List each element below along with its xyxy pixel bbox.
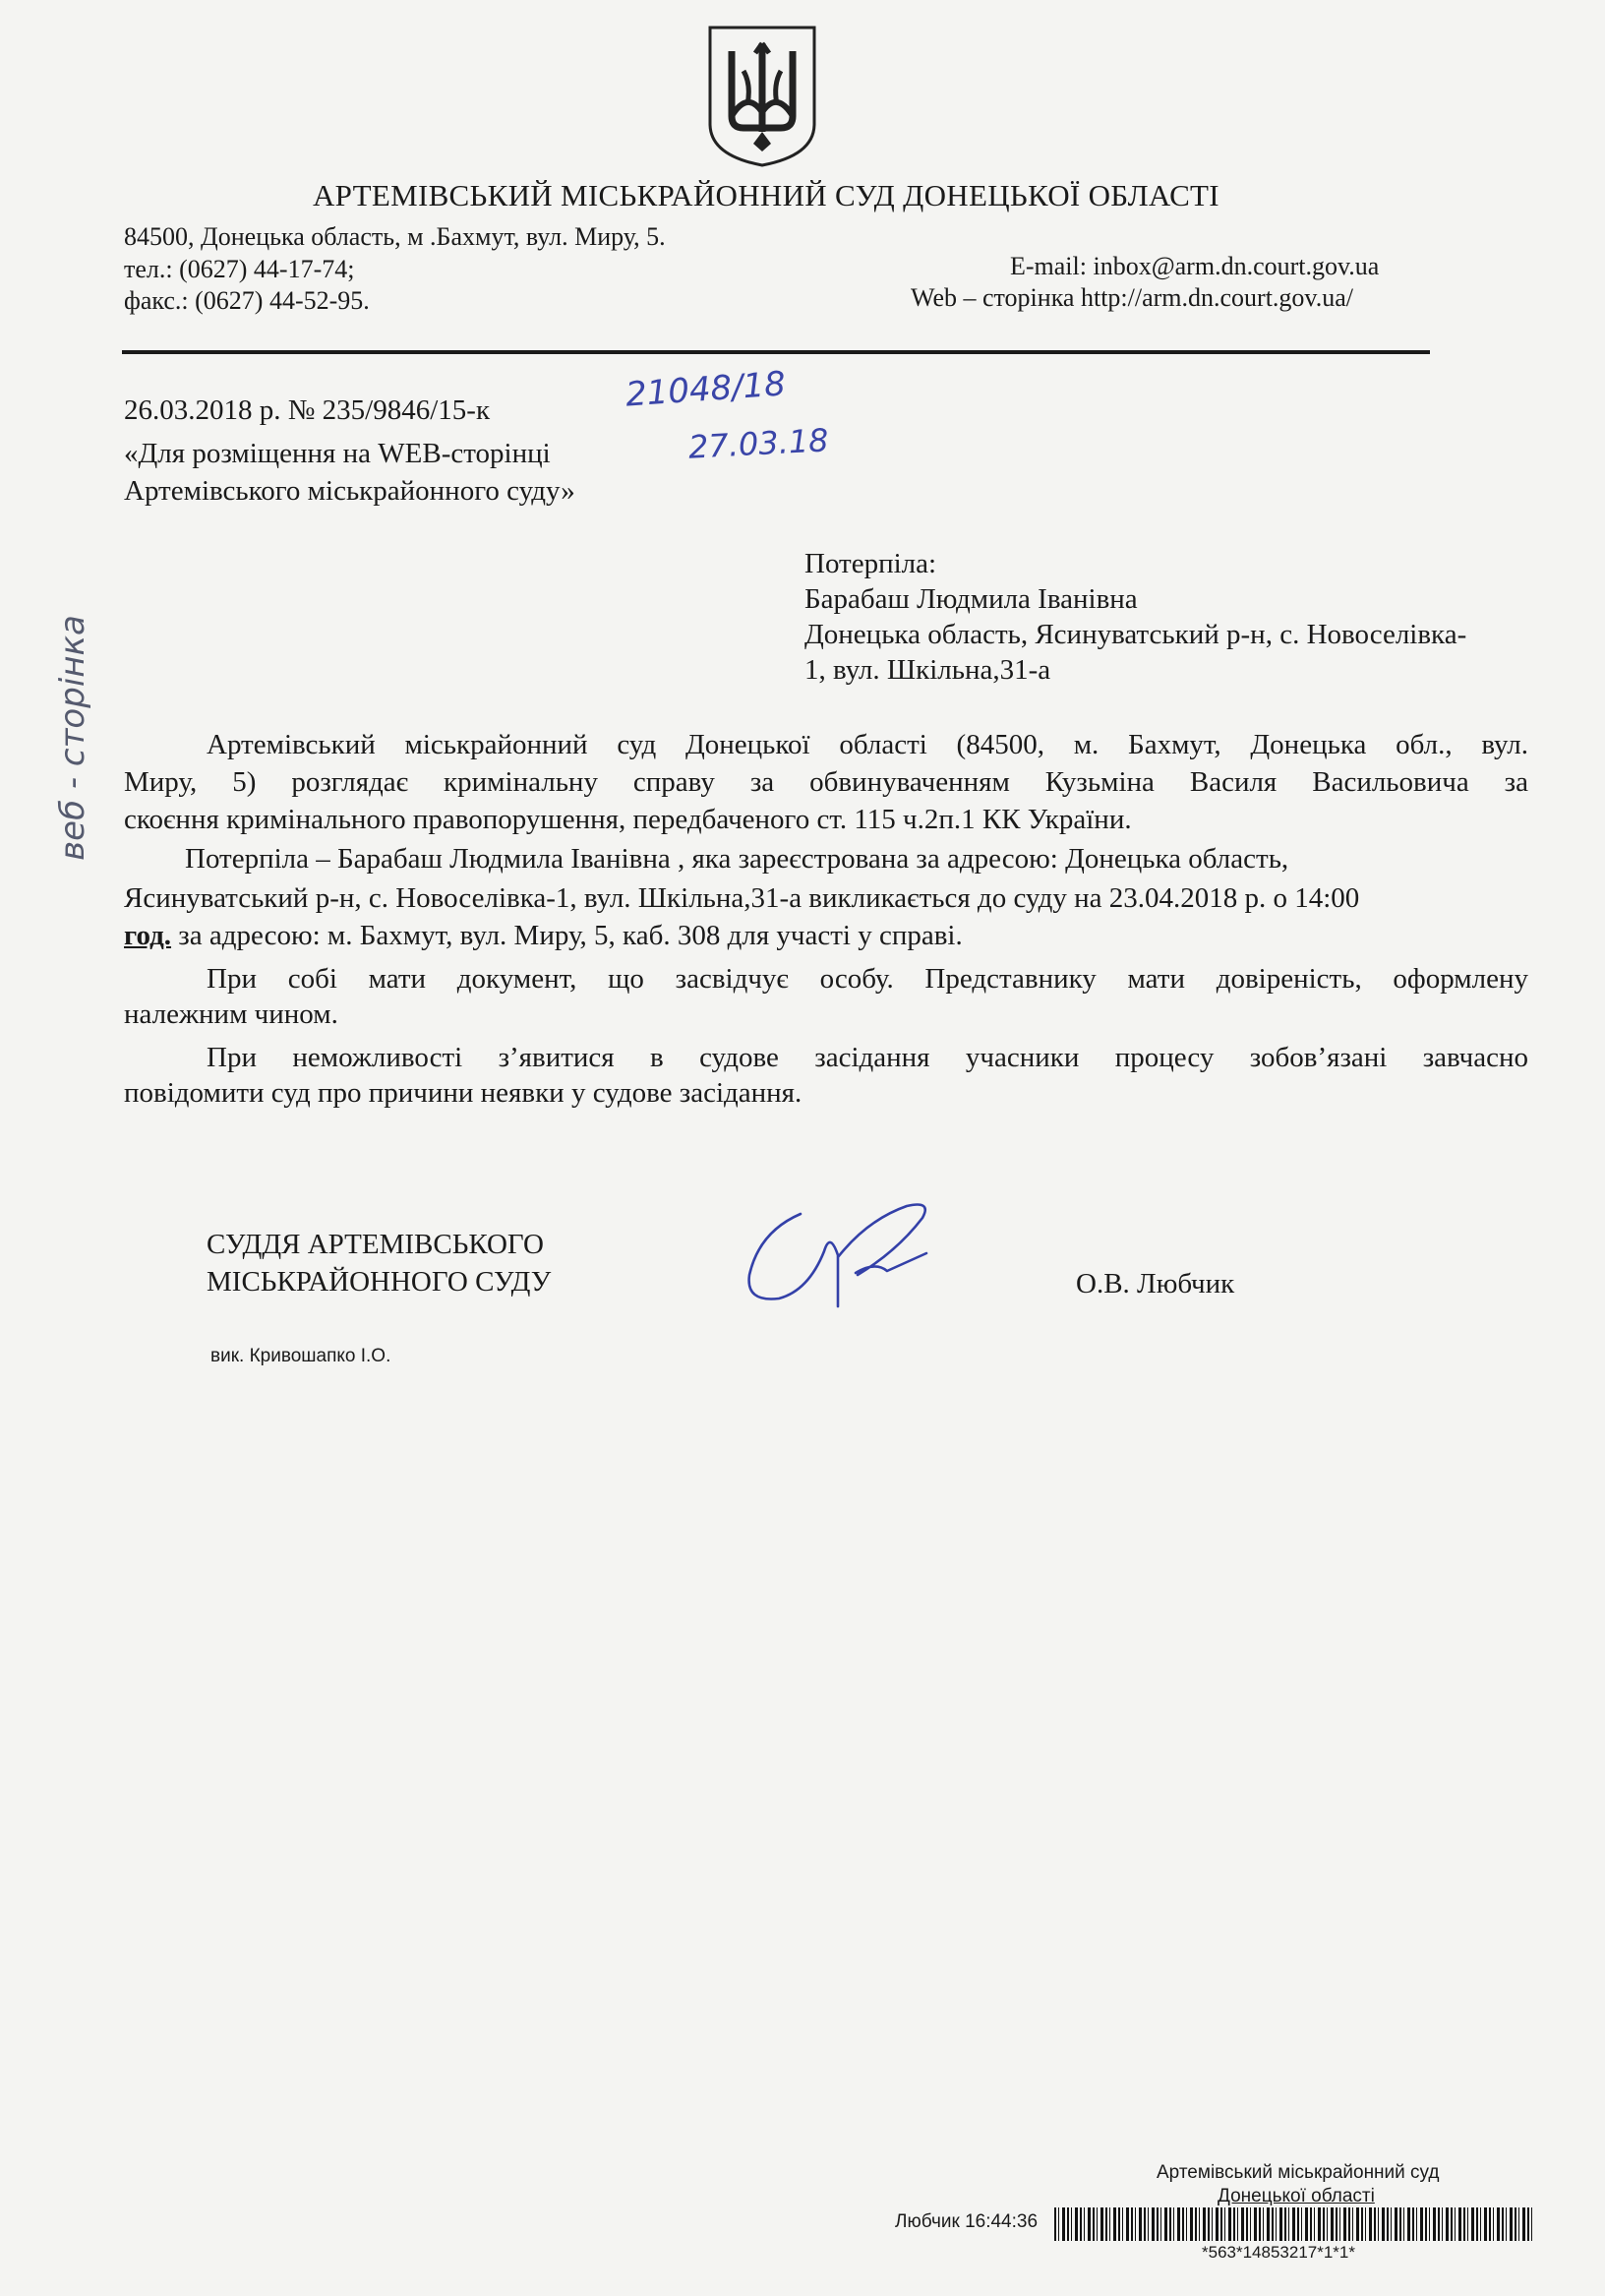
signature-title-line2: МІСЬКРАЙОННОГО СУДУ (207, 1266, 552, 1298)
body-p1-line1: Артемівський міськрайонний суд Донецької області (84500, м. Бахмут, Донецька обл., вул. (207, 729, 1528, 760)
letter-note-line2: Артемівського міськрайонного суду» (124, 475, 575, 507)
handwritten-incoming-number: 21048/18 (624, 364, 788, 415)
barcode (1054, 2207, 1532, 2241)
body-p2-line2: Ясинуватський р-н, с. Новоселівка-1, вул. Шкільна,31-а викликається до суду на 23.04.2018 р. о 14:00 (124, 882, 1360, 914)
court-fax: факс.: (0627) 44-52-95. (124, 286, 370, 315)
recipient-address-line2: 1, вул. Шкільна,31-а (804, 654, 1051, 686)
body-p1-line3: скоєння кримінального правопорушення, передбаченого ст. 115 ч.2п.1 КК України. (124, 804, 1132, 835)
letter-note-line1: «Для розміщення на WEB-сторінці (124, 438, 551, 469)
body-p2-line3 (124, 919, 963, 952)
body-p2-line3-rest: за адресою: м. Бахмут, вул. Миру, 5, каб. 308 для участі у справі. (171, 920, 963, 951)
body-p4-line1: При неможливості з’явитися в судове засідання учасники процесу зобов’язані завчасно (207, 1042, 1528, 1073)
header-divider (122, 350, 1430, 354)
body-p3-line1: При собі мати документ, що засвідчує особу. Представнику мати довіреність, оформлену (207, 963, 1528, 995)
body-p4-line2: повідомити суд про причини неявки у судове засідання. (124, 1077, 802, 1109)
court-email: E-mail: inbox@arm.dn.court.gov.ua (1010, 252, 1380, 280)
court-title: АРТЕМІВСЬКИЙ МІСЬКРАЙОННИЙ СУД ДОНЕЦЬКОЇ ОБЛАСТІ (313, 178, 1219, 212)
handwritten-incoming-date: 27.03.18 (687, 421, 830, 466)
court-phone: тел.: (0627) 44-17-74; (124, 255, 355, 283)
body-p3-line2: належним чином. (124, 998, 338, 1030)
handwritten-signature (740, 1192, 946, 1335)
court-address: 84500, Донецька область, м .Бахмут, вул. Миру, 5. (124, 222, 666, 251)
stamp-user-time: Любчик 16:44:36 (895, 2211, 1039, 2232)
hour-abbrev: год. (124, 920, 172, 951)
coat-of-arms-emblem (704, 22, 820, 174)
signature-judge-name: О.В. Любчик (1076, 1268, 1235, 1299)
letter-date-number: 26.03.2018 р. № 235/9846/15-к (124, 394, 491, 426)
recipient-name: Барабаш Людмила Іванівна (804, 583, 1138, 615)
court-web: Web – сторінка http://arm.dn.court.gov.ua/ (911, 283, 1354, 312)
recipient-address-line1: Донецька область, Ясинуватський р-н, с. Новоселівка- (804, 619, 1467, 650)
executor-note: вик. Кривошапко І.О. (210, 1346, 391, 1366)
stamp-court-line1: Артемівський міськрайонний суд (1157, 2162, 1440, 2183)
signature-title-line1: СУДДЯ АРТЕМІВСЬКОГО (207, 1229, 544, 1260)
body-p2-line1: Потерпіла – Барабаш Людмила Іванівна , яка зареєстрована за адресою: Донецька область, (185, 843, 1289, 875)
handwritten-margin-note: веб - сторінка (53, 615, 92, 861)
barcode-text: *563*14853217*1*1* (1202, 2243, 1355, 2262)
stamp-court-line2: Донецької області (1218, 2186, 1375, 2206)
recipient-role: Потерпіла: (804, 548, 937, 579)
body-p1-line2: Миру, 5) розглядає кримінальну справу за обвинуваченням Кузьміна Василя Васильовича за (124, 766, 1528, 798)
